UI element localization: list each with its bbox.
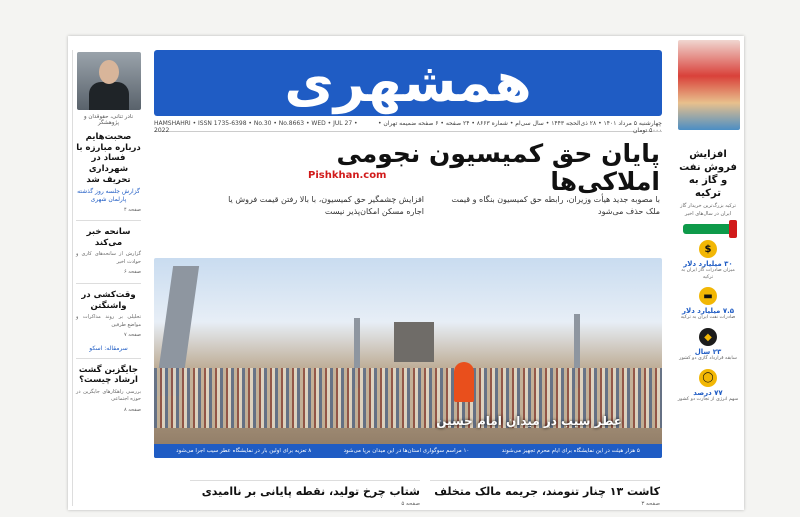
- separator-link[interactable]: سرمقاله: اسکو: [89, 344, 128, 352]
- story3-page: صفحه ۷: [124, 332, 141, 339]
- performer: [454, 362, 474, 402]
- strip-item: ۱۰ مراسم سوگواری استان‌ها در این میدان برپا می‌شود: [343, 448, 470, 454]
- story1-link[interactable]: گزارش جلسه روز گذشته پارلمان شهری: [77, 188, 140, 203]
- dollar-coin-icon: $: [699, 240, 717, 258]
- strip-item: ۵ هزار هیئت در این نمایشگاه برای ایام محرم تجهیز می‌شوند: [501, 448, 640, 454]
- info-headline[interactable]: افزایش فروش نفت و گاز به ترکیه: [679, 149, 737, 199]
- sports-thumbnail[interactable]: [678, 40, 740, 130]
- story1-title[interactable]: صحبت‌هایم درباره مبارزه با فساد در شهرداری تحریف شد: [76, 132, 141, 185]
- info-item: [677, 287, 739, 322]
- strip-item: ۸ تعزیه برای اولین بار در نمایشگاه عطر سیب اجرا می‌شود: [176, 448, 312, 454]
- story3-text: تحلیلی بر روند مذاکرات و مواضع طرفین: [76, 314, 141, 328]
- info-desc: صادرات نفت ایران به ترکیه: [680, 315, 736, 321]
- info-item: [677, 328, 739, 363]
- photo-info-strip: [154, 444, 662, 458]
- map-icon: ◆: [699, 328, 717, 346]
- story1-page: صفحه ۴: [124, 206, 141, 213]
- story4-page: صفحه ۸: [124, 406, 141, 413]
- oil-barrel-icon: ▬: [699, 287, 717, 305]
- meta-persian: چهارشنبه ۵ مرداد ۱۴۰۱ • ۲۸ ذی‌الحجه ۱۴۴۳ • سال سی‌ام • شماره ۸۶۶۳ • ۲۴ صفحه • ۶ صفحه ضمیمه تهران • ۵۰۰۰ تومان: [377, 120, 662, 134]
- bottom-story-left[interactable]: [190, 480, 420, 507]
- main-photo[interactable]: [154, 258, 662, 458]
- meta-latin: HAMSHAHRI • ISSN 1735-6398 • No.30 • No.8663 • WED • JUL 27 • 2022: [154, 120, 358, 134]
- story2-text: گزارش از سانحه‌های کاری و حوادث اخیر: [76, 251, 141, 265]
- building: [394, 322, 434, 362]
- photo-caption: عطر سیب در میدان امام حسین: [436, 414, 622, 428]
- story2-title[interactable]: سانحه خبر می‌کند: [86, 227, 131, 248]
- divider: [76, 358, 141, 359]
- right-infographic: [674, 146, 742, 506]
- bottom-right-title: کاشت ۱۳ چنار تنومند، جریمه مالک متخلف: [434, 485, 660, 498]
- story4-text: بررسی راهکارهای جایگزین در حوزه اجتماعی: [76, 388, 141, 403]
- pipeline-icon: [683, 224, 733, 234]
- logo-text: همشهری: [284, 51, 532, 114]
- info-number: ۷۷ درصد: [693, 388, 723, 397]
- bottom-left-page: صفحه ۵: [401, 501, 420, 507]
- info-item: [677, 369, 739, 404]
- info-desc: میزان صادرات گاز ایران به ترکیه: [681, 268, 735, 280]
- info-number: ۳۰ میلیارد دلار: [683, 260, 733, 268]
- divider: [76, 283, 141, 284]
- left-column: [72, 50, 144, 506]
- divider: [76, 220, 141, 221]
- info-item: [677, 240, 739, 281]
- portrait-photo: [77, 52, 141, 110]
- ring-chart-icon: ◯: [699, 369, 717, 387]
- info-desc: سابقه قرارداد گازی دو کشور: [679, 356, 737, 362]
- main-headline[interactable]: پایان حق کمیسیون نجومی املاکی‌ها: [336, 139, 660, 196]
- masthead-logo[interactable]: [154, 50, 662, 116]
- info-number: ۲۳ سال: [694, 348, 722, 357]
- newspaper-front-page: [68, 36, 744, 510]
- watermark: Pishkhan.com: [308, 170, 387, 181]
- info-intro: ترکیه بزرگ‌ترین خریدار گاز ایران در سال‌های اخیر: [680, 203, 736, 217]
- story3-title[interactable]: وقت‌کشی در واشنگتن: [81, 289, 136, 311]
- bottom-story-right[interactable]: [430, 480, 660, 507]
- subhead-left: افزایش چشمگیر حق کمیسیون، با بالا رفتن قیمت فروش یا اجاره مسکن امکان‌پذیر نیست: [228, 195, 424, 216]
- bottom-left-title: شتاب چرخ تولید، نقطه پایانی بر ناامیدی: [201, 485, 420, 498]
- info-number: ۷.۵ میلیارد دلار: [681, 307, 735, 316]
- story2-page: صفحه ۶: [124, 269, 141, 276]
- subhead-right: با مصوبه جدید هیأت وزیران، رابطه حق کمیسیون بنگاه و قیمت ملک حذف می‌شود: [451, 195, 660, 216]
- masthead-meta: [154, 120, 662, 132]
- bottom-right-page: صفحه ۳: [641, 501, 660, 507]
- story4-title[interactable]: جایگزین گشت ارشاد چیست؟: [78, 364, 139, 386]
- info-desc: سهم انرژی از تجارت دو کشور: [677, 396, 739, 402]
- story1-kicker: نادر تنانی، حقوقدان و پژوهشگر: [83, 114, 134, 126]
